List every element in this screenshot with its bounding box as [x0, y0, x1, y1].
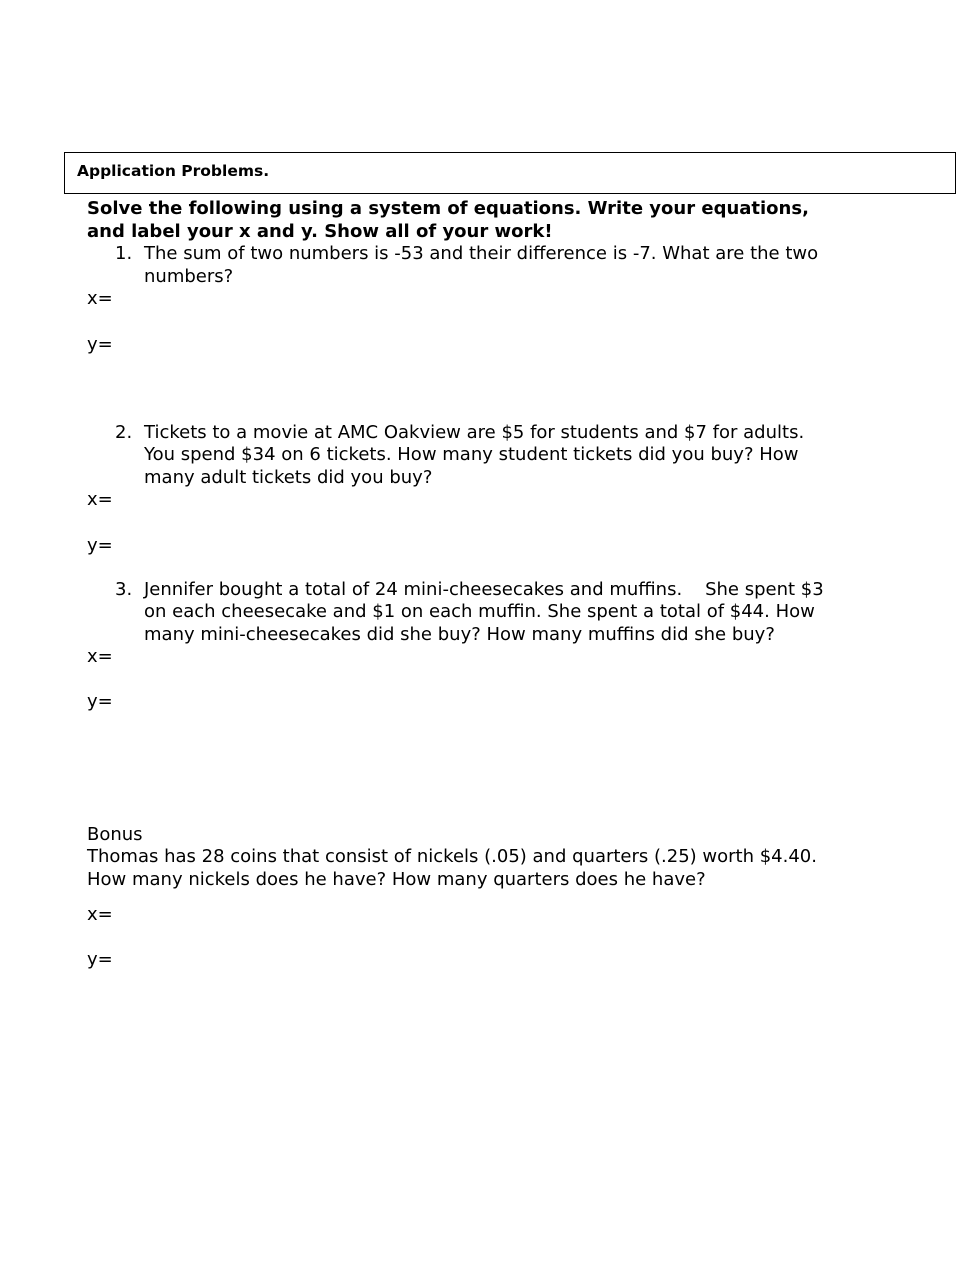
bonus-label: Bonus [87, 824, 143, 845]
x-answer-label: x= [87, 288, 113, 309]
problem-text: Jennifer bought a total of 24 mini-cheesecakes and muffins. She spent $3 [144, 579, 824, 600]
y-answer-label: y= [87, 535, 113, 556]
y-answer-label: y= [87, 691, 113, 712]
problem-text: numbers? [144, 266, 234, 287]
problem-text: on each cheesecake and $1 on each muffin. She spent a total of $44. How [144, 601, 815, 622]
instructions-line: Solve the following using a system of equations. Write your equations, [87, 198, 809, 219]
section-title: Application Problems. [77, 162, 270, 180]
problem-number: 3. [115, 579, 133, 600]
x-answer-label: x= [87, 904, 113, 925]
problem-text: The sum of two numbers is -53 and their difference is -7. What are the two [144, 243, 819, 264]
problem-text: many mini-cheesecakes did she buy? How many muffins did she buy? [144, 624, 775, 645]
section-header-box [64, 152, 956, 194]
x-answer-label: x= [87, 646, 113, 667]
instructions-line: and label your x and y. Show all of your work! [87, 221, 553, 242]
problem-text: many adult tickets did you buy? [144, 467, 433, 488]
problem-text: Tickets to a movie at AMC Oakview are $5 for students and $7 for adults. [144, 422, 805, 443]
x-answer-label: x= [87, 489, 113, 510]
problem-text: You spend $34 on 6 tickets. How many student tickets did you buy? How [144, 444, 799, 465]
y-answer-label: y= [87, 334, 113, 355]
problem-number: 2. [115, 422, 133, 443]
problem-number: 1. [115, 243, 133, 264]
bonus-text: How many nickels does he have? How many quarters does he have? [87, 869, 706, 890]
bonus-text: Thomas has 28 coins that consist of nickels (.05) and quarters (.25) worth $4.40. [87, 846, 817, 867]
y-answer-label: y= [87, 949, 113, 970]
